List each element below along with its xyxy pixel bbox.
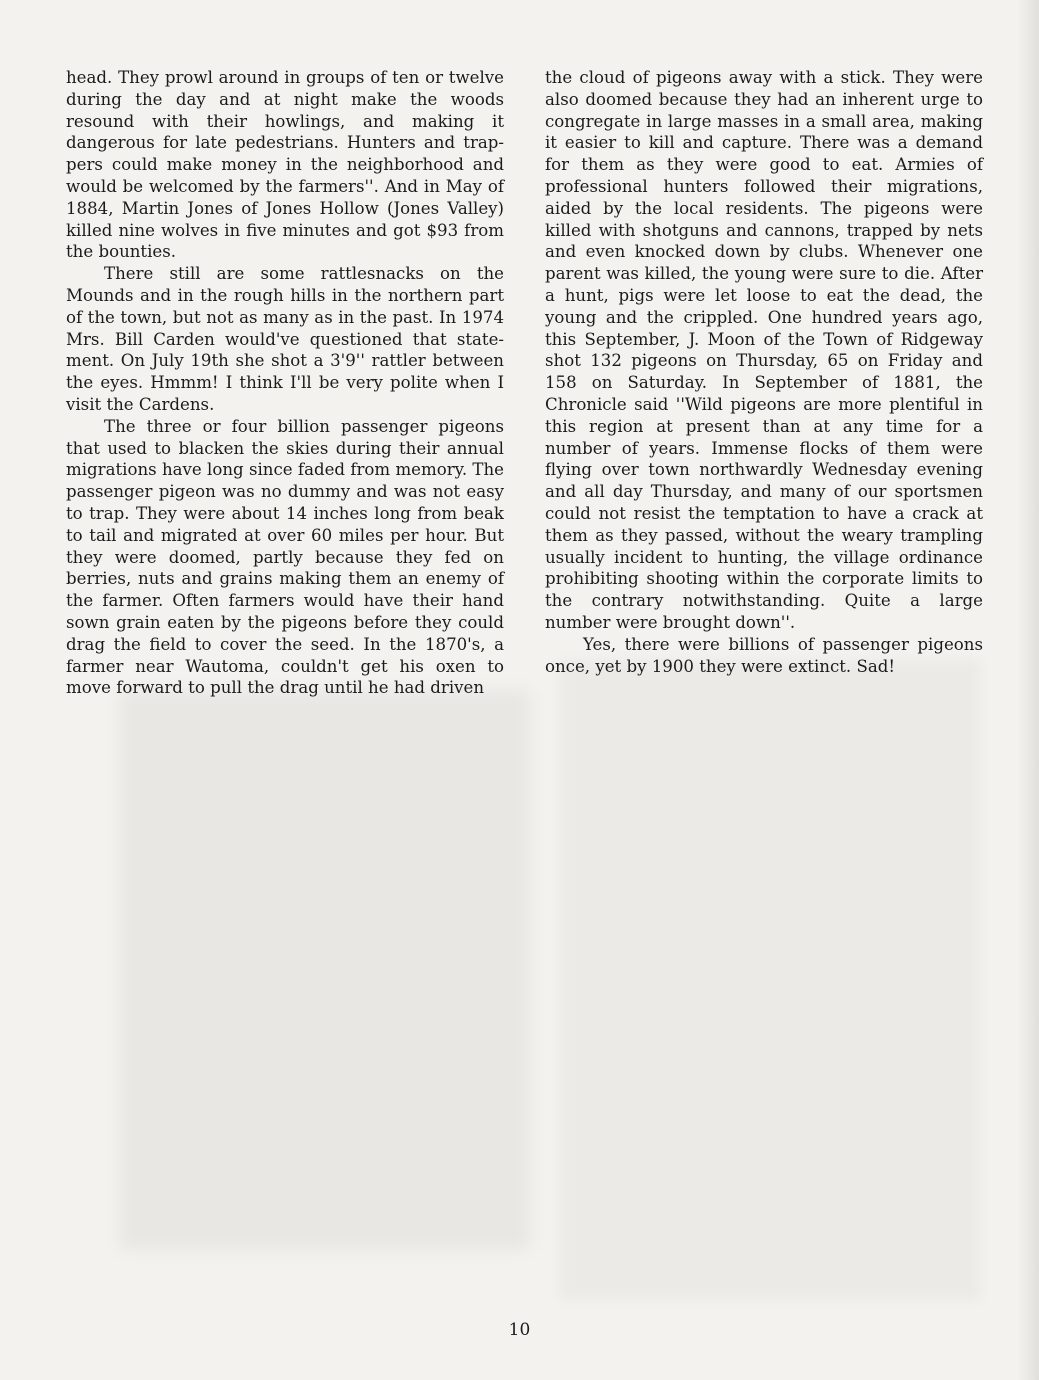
page-edge-shading [1017,0,1039,1380]
paragraph-pigeon-hunting: the cloud of pigeons away with a stick. They were also doomed because they had an inherent urge to congregate in large masses in a small area, making it easier to kill and capture. There was a demand for them as they were good to eat. Armies of professional hunters followed their migrations, aided by the local residents. The pigeons were killed with shotguns and cannons, trapped by nets and even knocked down by clubs. Whenever one parent was killed, the young were sure to die. After a hunt, pigs were let loose to eat the dead, the young and the crippled. One hundred years ago, this September, J. Moon of the Town of Ridgeway shot 132 pigeons on Thursday, 65 on Friday and 158 on Saturday. In September of 1881, the Chronicle said ''Wild pigeons are more plentiful in this region at present than at any time for a number of years. Immense flocks of them were flying over town northwardly Wednesday evening and all day Thursday, and many of our sportsmen could not resist the temptation to have a crack at them as they passed, without the weary trampling usually incident to hunting, the village ordinance prohibiting shooting within the corporate limits to the contrary notwithstanding. Quite a large number were brought down''. [545,68,983,632]
paragraph-passenger-pigeons: The three or four billion passenger pigeons that used to blacken the skies during their annual migrations have long since faded from memory. The passenger pigeon was no dummy and was not easy to trap. They were about 14 inches long from beak to tail and migrated at over 60 miles per hour. But they were doomed, partly because they fed on berries, nuts and grains making them an enemy of the farmer. Often farmers would have their hand sown grain eaten by the pigeons before they could drag the field to cover the seed. In the 1870's, a farmer near Wautoma, couldn't get his oxen to move forward to pull the drag until he had driven [66,416,504,698]
paragraph-rattlesnakes: There still are some rattlesnacks on the Mounds and in the rough hills in the northern part of the town, but not as many as in the past. In 1974 Mrs. Bill Carden would've questioned that statement. On July 19th she shot a 3'9'' rattler between the eyes. Hmmm! I think I'll be very polite when I visit the Cardens. [66,264,504,414]
bleed-through-shadow-right [560,660,980,1300]
paragraph-wolves: head. They prowl around in groups of ten or twelve during the day and at night make the woods resound with their howlings, and making it dangerous for late pedestrians. Hunters and trappers could make money in the neighborhood and would be welcomed by the farmers''. And in May of 1884, Martin Jones of Jones Hollow (Jones Valley) killed nine wolves in five minutes and got $93 from the bounties. [66,68,504,262]
page-number: 10 [508,1320,531,1340]
left-column [66,67,504,699]
bleed-through-shadow [120,690,530,1250]
paragraph-extinction: Yes, there were billions of passenger pigeons once, yet by 1900 they were extinct. Sad! [545,634,983,676]
right-column [545,67,983,677]
